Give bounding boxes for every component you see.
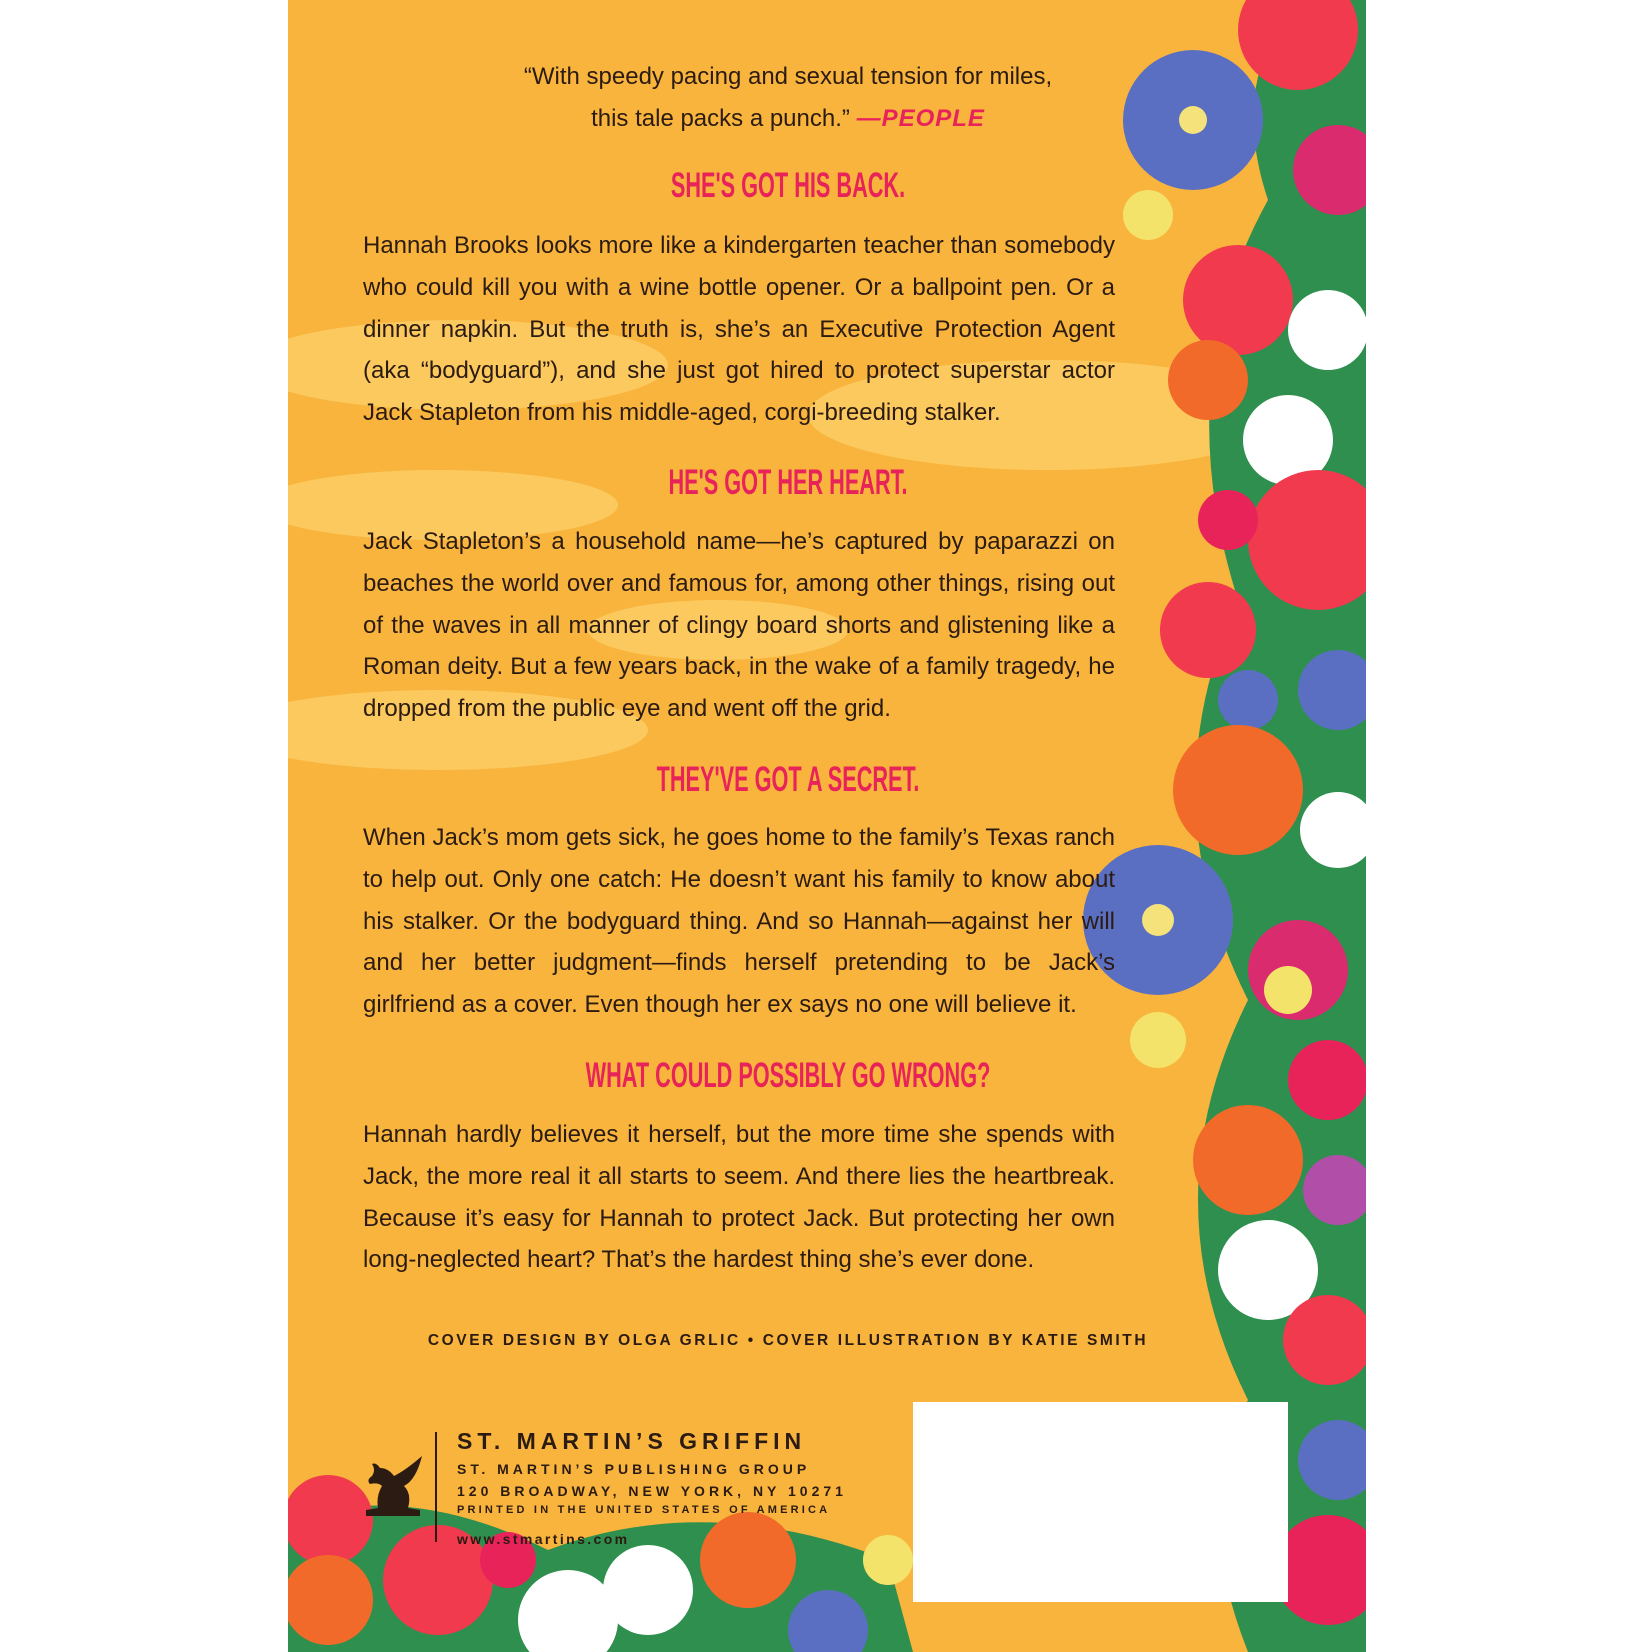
publisher-divider <box>435 1432 437 1542</box>
quote-attribution: —PEOPLE <box>856 105 985 132</box>
quote-line-2-text: this tale packs a punch.” <box>591 105 850 132</box>
publisher-address: 120 BROADWAY, NEW YORK, NY 10271 <box>457 1483 847 1499</box>
section-heading-1: SHE'S GOT HIS BACK. <box>670 166 906 205</box>
section-body-4: Hannah hardly believes it herself, but the more time she spends with Jack, the more real it all starts to seem. And there lies the heartbreak. Because it’s easy for Hannah to protect Jack. But protecting her own long-neglected heart? That’s the hardest thing she’s ever done. <box>363 1121 1115 1274</box>
quote-line-2 <box>288 98 1288 140</box>
section-body-1: Hannah Brooks looks more like a kindergarten teacher than somebody who could kill you with a wine bottle opener. Or a ballpoint pen. Or a dinner napkin. But the truth is, she’s an Executive Protection Agent (aka “bodyguard”), and she just got hired to protect superstar actor Jack Stapleton from his middle-aged, corgi-breeding stalker. <box>363 232 1115 427</box>
publisher-group: ST. MARTIN’S PUBLISHING GROUP <box>457 1461 811 1477</box>
section-heading-3: THEY'VE GOT A SECRET. <box>656 760 920 799</box>
section-heading-4: WHAT COULD POSSIBLY GO WRONG? <box>585 1056 991 1095</box>
barcode-area <box>913 1402 1288 1602</box>
book-back-cover <box>288 0 1366 1652</box>
section-body-2: Jack Stapleton’s a household name—he’s captured by paparazzi on beaches the world over and famous for, among other things, rising out of the waves in all manner of clingy board shorts and glistening like a Roman deity. But a few years back, in the wake of a family tragedy, he dropped from the public eye and went off the grid. <box>363 528 1115 723</box>
section-body-3: When Jack’s mom gets sick, he goes home to the family’s Texas ranch to help out. Only one catch: He doesn’t want his family to know about his stalker. Or the bodyguard thing. And so Hannah—against her will and her better judgment—finds herself pretending to be Jack’s girlfriend as a cover. Even though her ex says no one will believe it. <box>363 824 1115 1019</box>
printed-in: PRINTED IN THE UNITED STATES OF AMERICA <box>457 1504 831 1516</box>
cover-credits: COVER DESIGN BY OLGA GRLIC • COVER ILLUSTRATION BY KATIE SMITH <box>427 1332 1149 1349</box>
section-heading-2: HE'S GOT HER HEART. <box>668 463 908 502</box>
publisher-name: ST. MARTIN’S GRIFFIN <box>457 1428 807 1454</box>
publisher-website: www.stmartins.com <box>457 1531 630 1547</box>
quote-line-1: “With speedy pacing and sexual tension for miles, <box>523 63 1053 90</box>
review-quote <box>288 56 1288 140</box>
griffin-logo-icon <box>358 1450 428 1520</box>
